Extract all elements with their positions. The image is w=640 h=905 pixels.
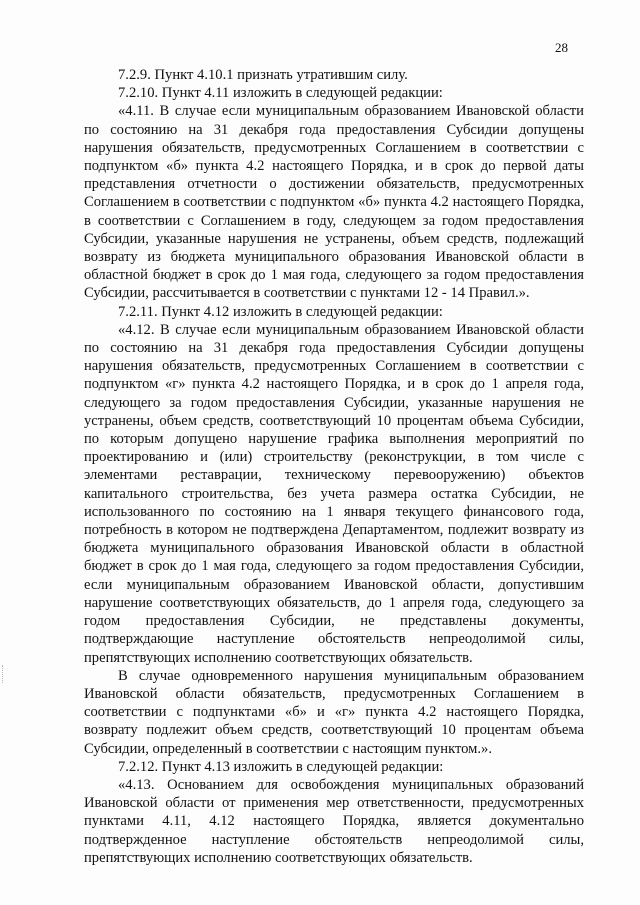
- paragraph-4-12-text: «4.12. В случае если муниципальным образованием Ивановской области по состоянию на 31 декабря года предоставления Субсидии допущены нарушения обязательств, предусмотренных Соглашением в соответствии с подпунктом «г» пункта 4.2 настоящего Порядка, и в срок до 1 апреля года, следующего за годом предоставления Субсидии, указанные нарушения не устранены, объем средств, соответствующий 10 процентам объема Субсидии, по которым допущено нарушение графика выполнения мероприятий по проектированию и (или) строительству (реконструкции, в том числе с элементами реставрации, техническому перевооружению) объектов капитального строительства, без учета размера остатка Субсидии, не использованного по состоянию на 1 января текущего финансового года, потребность в котором не подтверждена Департаментом, подлежит возврату из бюджета муниципального образования Ивановской области в областной бюджет в срок до 1 мая года, следующего за годом предоставления Субсидии, если муниципальным образованием Ивановской области, допустившим нарушение соответствующих обязательств, до 1 апреля года, следующего за годом предоставления Субсидии, не представлены документы, подтверждающие наступление обстоятельств непреодолимой силы, препятствующих исполнению соответствующих обязательств.: [84, 321, 584, 666]
- paragraph-4-11-text: «4.11. В случае если муниципальным образованием Ивановской области по состоянию на 31 декабря года предоставления Субсидии допущены нарушения обязательств, предусмотренных Соглашением в соответствии с подпунктом «б» пункта 4.2 настоящего Порядка, и в срок до первой даты представления отчетности о достижении обязательств, предусмотренных Соглашением в соответствии с подпунктом «б» пункта 4.2 настоящего Порядка, в соответствии с Соглашением в году, следующем за годом предоставления Субсидии, указанные нарушения не устранены, объем средств, подлежащий возврату из бюджета муниципального образования Ивановской области в областной бюджет в срок до 1 мая года, следующего за годом предоставления Субсидии, рассчитывается в соответствии с пунктами 12 - 14 Правил.».: [84, 103, 584, 302]
- paragraph-7-2-11: 7.2.11. Пункт 4.12 изложить в следующей редакции:: [118, 303, 443, 320]
- paragraph-simultaneous-violation: В случае одновременного нарушения муниципальным образованием Ивановской области обязательств, предусмотренных Соглашением в соответствии с подпунктами «б» и «г» пункта 4.2 настоящего Порядка, возврату подлежит объем средств, соответствующий 10 процентам объема Субсидии, определенный в соответствии с настоящим пунктом.».: [84, 667, 584, 757]
- scan-margin-mark: [2, 665, 9, 683]
- paragraph-4-13-text: «4.13. Основанием для освобождения муниципальных образований Ивановской области от применения мер ответственности, предусмотренных пунктами 4.11, 4.12 настоящего Порядка, является документально подтвержденное наступление обстоятельств непреодолимой силы, препятствующих исполнению соответствующих обязательств.: [84, 776, 584, 866]
- document-body: [84, 66, 584, 867]
- paragraph-7-2-12: 7.2.12. Пункт 4.13 изложить в следующей редакции:: [118, 758, 444, 775]
- page-number: 28: [555, 40, 568, 55]
- paragraph-7-2-9: 7.2.9. Пункт 4.10.1 признать утратившим силу.: [118, 67, 408, 83]
- paragraph-7-2-10: 7.2.10. Пункт 4.11 изложить в следующей редакции:: [118, 85, 443, 102]
